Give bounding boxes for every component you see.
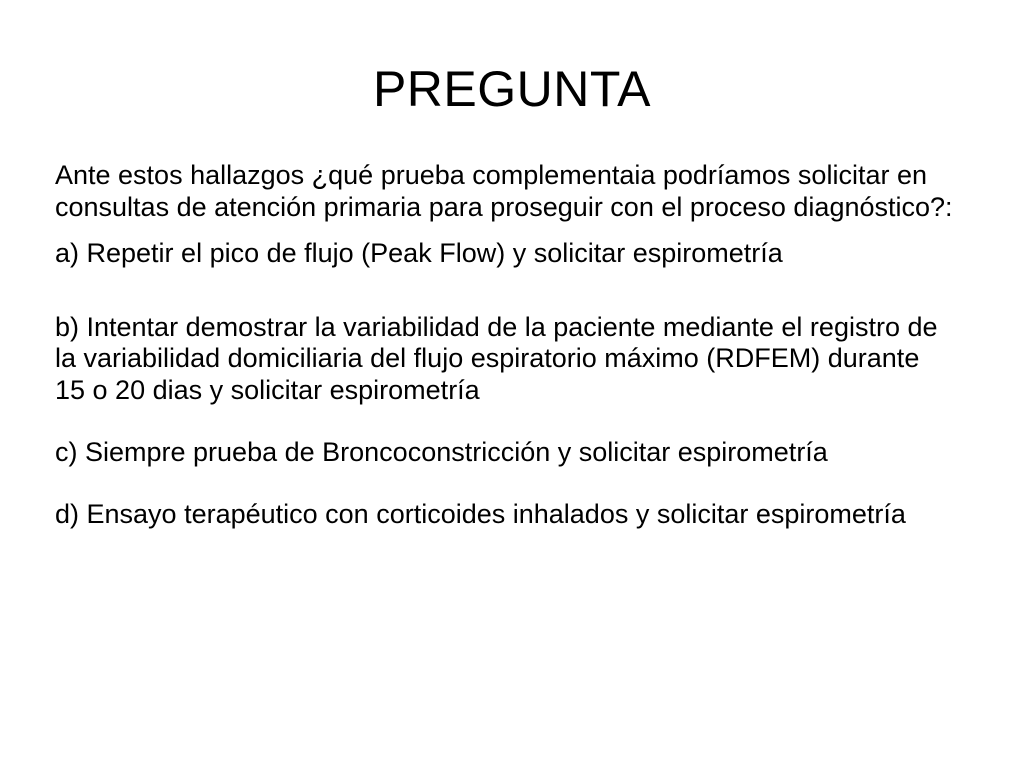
slide-body xyxy=(55,160,955,561)
question-text: Ante estos hallazgos ¿qué prueba complementaia podríamos solicitar en consultas de atención primaria para proseguir con el proceso diagnóstico?: xyxy=(55,160,953,222)
option-c: c) Siempre prueba de Broncoconstricción y solicitar espirometría xyxy=(55,437,828,468)
option-b: b) Intentar demostrar la variabilidad de la paciente mediante el registro de la variabilidad domiciliaria del flujo espiratorio máximo (RDFEM) durante 15 o 20 dias y solicitar espirometría xyxy=(55,311,938,406)
slide-title: PREGUNTA xyxy=(372,61,652,117)
option-d: d) Ensayo terapéutico con corticoides inhalados y solicitar espirometría xyxy=(55,499,906,530)
option-a: a) Repetir el pico de flujo (Peak Flow) y solicitar espirometría xyxy=(55,237,783,268)
